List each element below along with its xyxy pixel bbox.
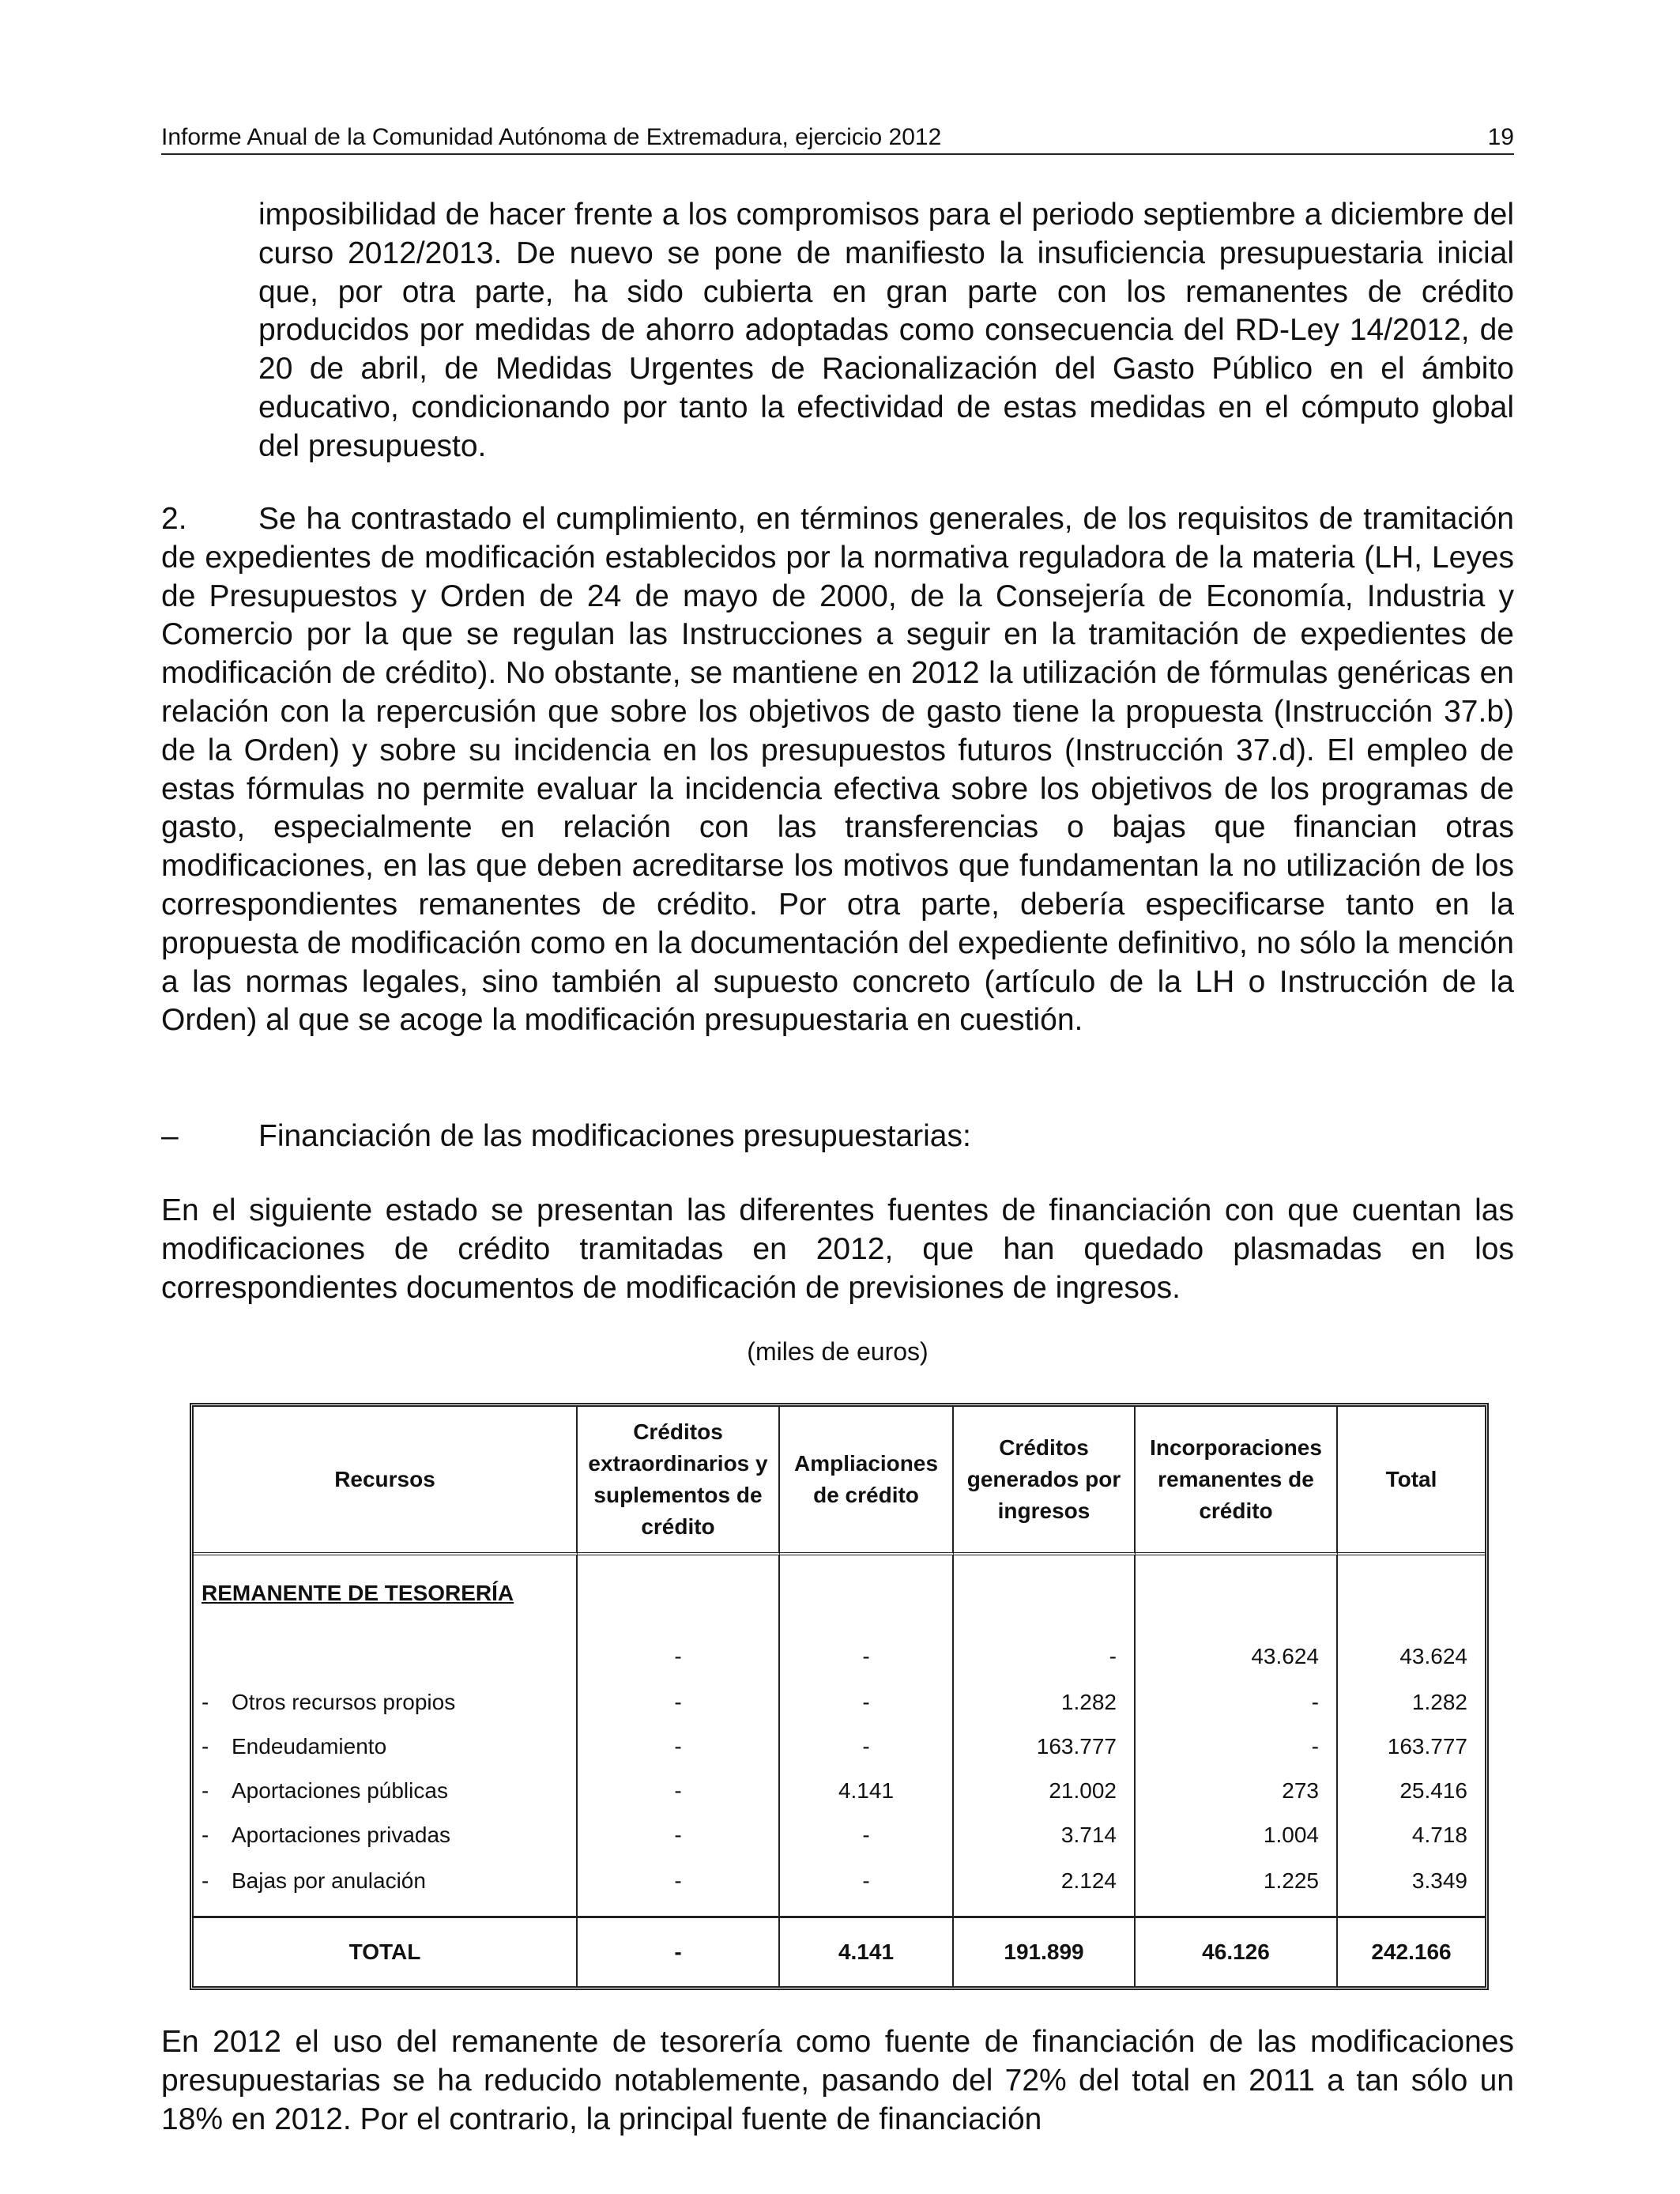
column-header: Créditos generados por ingresos xyxy=(954,1407,1136,1555)
table-cell: - xyxy=(578,1725,780,1769)
page-number: 19 xyxy=(1487,124,1514,150)
table-cell: - xyxy=(780,1555,954,1680)
total-cell: 46.126 xyxy=(1136,1916,1338,1986)
table-cell: 1.225 xyxy=(1136,1857,1338,1916)
table-cell: - xyxy=(1136,1725,1338,1769)
total-cell: 4.141 xyxy=(780,1916,954,1986)
financing-table xyxy=(190,1403,1489,1990)
table-cell: 3.714 xyxy=(954,1813,1136,1857)
table-total-row xyxy=(194,1916,1485,1986)
table-cell: - xyxy=(780,1813,954,1857)
table-row xyxy=(194,1857,1485,1916)
table-cell: - xyxy=(1136,1680,1338,1725)
table-cell: 1.004 xyxy=(1136,1813,1338,1857)
paragraph-conclusion: En 2012 el uso del remanente de tesorería como fuente de financiación de las modificaciones presupuestarias se ha reducido notablemente, pasando del 72% del total en 2011 a tan sólo un 18% en 2012. Por el contrario, la principal fuente de financiación xyxy=(161,2025,1514,2136)
paragraph-continuation: imposibilidad de hacer frente a los compromisos para el periodo septiembre a diciembre del curso 2012/2013. De nuevo se pone de manifiesto la insuficiencia presupuestaria inicial que, por otra parte, ha sido cubierta en gran parte con los remanentes de crédito producidos por medidas de ahorro adoptadas como consecuencia del RD-Ley 14/2012, de 20 de abril, de Medidas Urgentes de Racionalización del Gasto Público en el ámbito educativo, condicionando por tanto la efectividad de estas medidas en el cómputo global del presupuesto. xyxy=(258,198,1514,463)
row-label: - Otros recursos propios xyxy=(194,1680,578,1725)
table-units-label: (miles de euros) xyxy=(747,1337,929,1366)
table-cell: 163.777 xyxy=(954,1725,1136,1769)
table-cell: - xyxy=(780,1725,954,1769)
table-cell: 4.718 xyxy=(1411,1823,1467,1847)
item-text: Se ha contrastado el cumplimiento, en términos generales, de los requisitos de tramitación de expedientes de modificación establecidos por la normativa reguladora de la materia (LH, Leyes de Presupuestos y Orden de 24 de mayo de 2000, de la Consejería de Economía, Industria y Comercio por la que se regulan las Instrucciones a seguir en la tramitación de expedientes de modificación de crédito). No obstante, se mantiene en 2012 la utilización de fórmulas genéricas en relación con la repercusión que sobre los objetivos de gasto tiene la propuesta (Instrucción 37.b) de la Orden) y sobre su incidencia en los presupuestos futuros (Instrucción 37.d). El empleo de estas fórmulas no permite evaluar la incidencia efectiva sobre los objetivos de los programas de gasto, especialmente en relación con las transferencias o bajas que financian otras modificaciones, en las que deben acreditarse los motivos que fundamentan la no utilización de los correspondientes remanentes de crédito. Por otra parte, debería especificarse tanto en la propuesta de modificación como en la documentación del expediente definitivo, no sólo la mención a las normas legales, sino también al supuesto concreto (artículo de la LH o Instrucción de la Orden) al que se acoge la modificación presupuestaria en cuestión. xyxy=(161,502,1514,1038)
column-header: Ampliaciones de crédito xyxy=(780,1407,954,1555)
numbered-paragraph-2 xyxy=(161,500,1514,1040)
table-header-row xyxy=(194,1407,1485,1555)
table-cell: - xyxy=(780,1680,954,1725)
table-cell: 43.624 xyxy=(1136,1555,1338,1680)
page-header xyxy=(161,119,1514,155)
table-row xyxy=(194,1725,1485,1769)
table-cell: 4.141 xyxy=(780,1769,954,1813)
column-header: Incorporaciones remanentes de crédito xyxy=(1136,1407,1338,1555)
table-cell: - xyxy=(780,1857,954,1916)
table-cell: 25.416 xyxy=(1399,1778,1467,1803)
table-row xyxy=(194,1813,1485,1857)
table-cell: - xyxy=(954,1555,1136,1680)
total-cell: 191.899 xyxy=(954,1916,1136,1986)
total-label: TOTAL xyxy=(194,1916,578,1986)
table-cell: 3.349 xyxy=(1411,1868,1467,1893)
paragraph-intro-table: En el siguiente estado se presentan las diferentes fuentes de financiación con que cuentan las modificaciones de crédito tramitadas en 2012, que han quedado plasmadas en los correspondientes documentos de modificación de previsiones de ingresos. xyxy=(161,1193,1514,1305)
column-header: Total xyxy=(1338,1407,1485,1555)
total-cell: 242.166 xyxy=(1338,1916,1485,1986)
column-header: Recursos xyxy=(194,1407,578,1555)
total-cell: - xyxy=(578,1916,780,1986)
financing-table-wrapper xyxy=(190,1403,1481,1964)
column-header: Créditos extraordinarios y suplementos de crédito xyxy=(578,1407,780,1555)
table-cell: - xyxy=(578,1857,780,1916)
table-cell: - xyxy=(578,1555,780,1680)
item-number: 2. xyxy=(161,502,187,536)
table-row xyxy=(194,1769,1485,1813)
table-cell: 163.777 xyxy=(1387,1734,1467,1759)
row-label: - Aportaciones públicas xyxy=(194,1769,578,1813)
dash-list-item xyxy=(161,1118,1514,1155)
row-label: REMANENTE DE TESORERÍA xyxy=(194,1555,578,1680)
table-cell: 43.624 xyxy=(1399,1644,1467,1668)
row-label: - Aportaciones privadas xyxy=(194,1813,578,1857)
dash-marker: – xyxy=(161,1119,179,1153)
table-row xyxy=(194,1680,1485,1725)
table-cell: 1.282 xyxy=(954,1680,1136,1725)
row-label: - Endeudamiento xyxy=(194,1725,578,1769)
table-row xyxy=(194,1555,1485,1680)
report-title: Informe Anual de la Comunidad Autónoma de Extremadura, ejercicio 2012 xyxy=(161,124,942,150)
table-cell: 21.002 xyxy=(954,1769,1136,1813)
dash-item-text: Financiación de las modificaciones presupuestarias: xyxy=(258,1119,971,1153)
table-cell: 273 xyxy=(1136,1769,1338,1813)
table-cell: - xyxy=(578,1813,780,1857)
table-cell: 2.124 xyxy=(954,1857,1136,1916)
table-cell: - xyxy=(578,1769,780,1813)
table-cell: - xyxy=(578,1680,780,1725)
table-cell: 1.282 xyxy=(1411,1690,1467,1714)
row-label: - Bajas por anulación xyxy=(194,1857,578,1916)
